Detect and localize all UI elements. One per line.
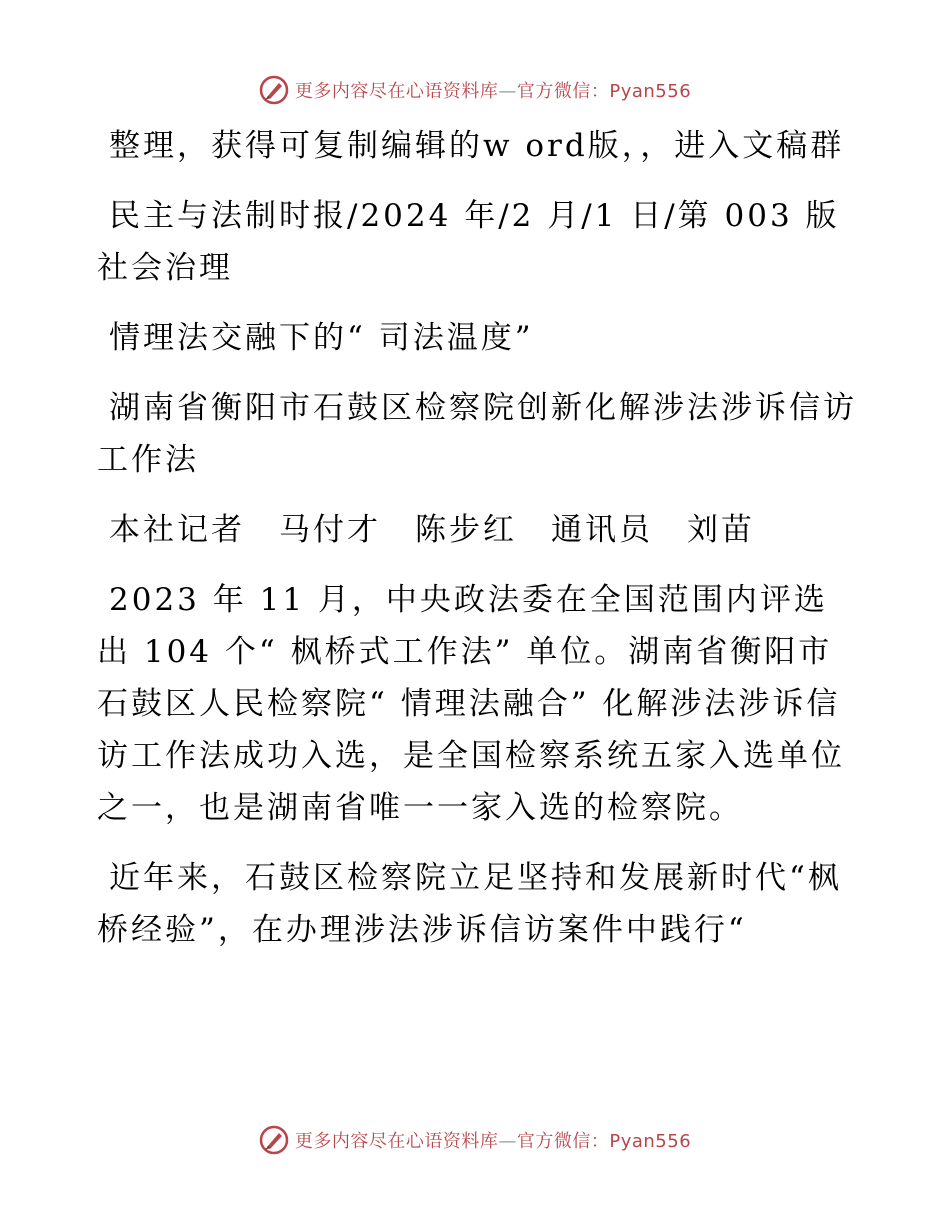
article-byline: 本社记者 马付才 陈步红 通讯员 刘苗	[109, 512, 755, 548]
document-body	[97, 120, 857, 974]
paragraph-source-line: 民主与法制时报/2024 年/2 月/1 日/第 003 版社会治理	[97, 198, 840, 286]
paragraph-body-1: 2023 年 11 月，中央政法委在全国范围内评选出 104 个“ 枫桥式工作法” 单位。湖南省衡阳市石鼓区人民检察院“ 情理法融合” 化解涉法涉诉信访工作法成功入选，是全国检察系统五家入选单位之一，也是湖南省唯一一家入选的检察院。	[97, 582, 845, 826]
watermark-text: 更多内容尽在心语资料库—官方微信：Pyan556	[294, 81, 692, 102]
watermark-text: 更多内容尽在心语资料库—官方微信：Pyan556	[294, 1131, 692, 1152]
top-watermark-banner	[0, 72, 950, 108]
article-title: 情理法交融下的“ 司法温度”	[109, 320, 534, 356]
brush-logo-icon	[259, 75, 289, 105]
bottom-watermark-banner	[0, 1122, 950, 1158]
brush-logo-icon	[259, 1125, 289, 1155]
article-subtitle: 湖南省衡阳市石鼓区检察院创新化解涉法涉诉信访工作法	[97, 390, 857, 478]
paragraph-body-2: 近年来，石鼓区检察院立足坚持和发展新时代“枫桥经验”，在办理涉法涉诉信访案件中践行“	[97, 860, 842, 948]
paragraph-intro-note: 整理，获得可复制编辑的w ord版，，进入文稿群	[109, 128, 845, 164]
